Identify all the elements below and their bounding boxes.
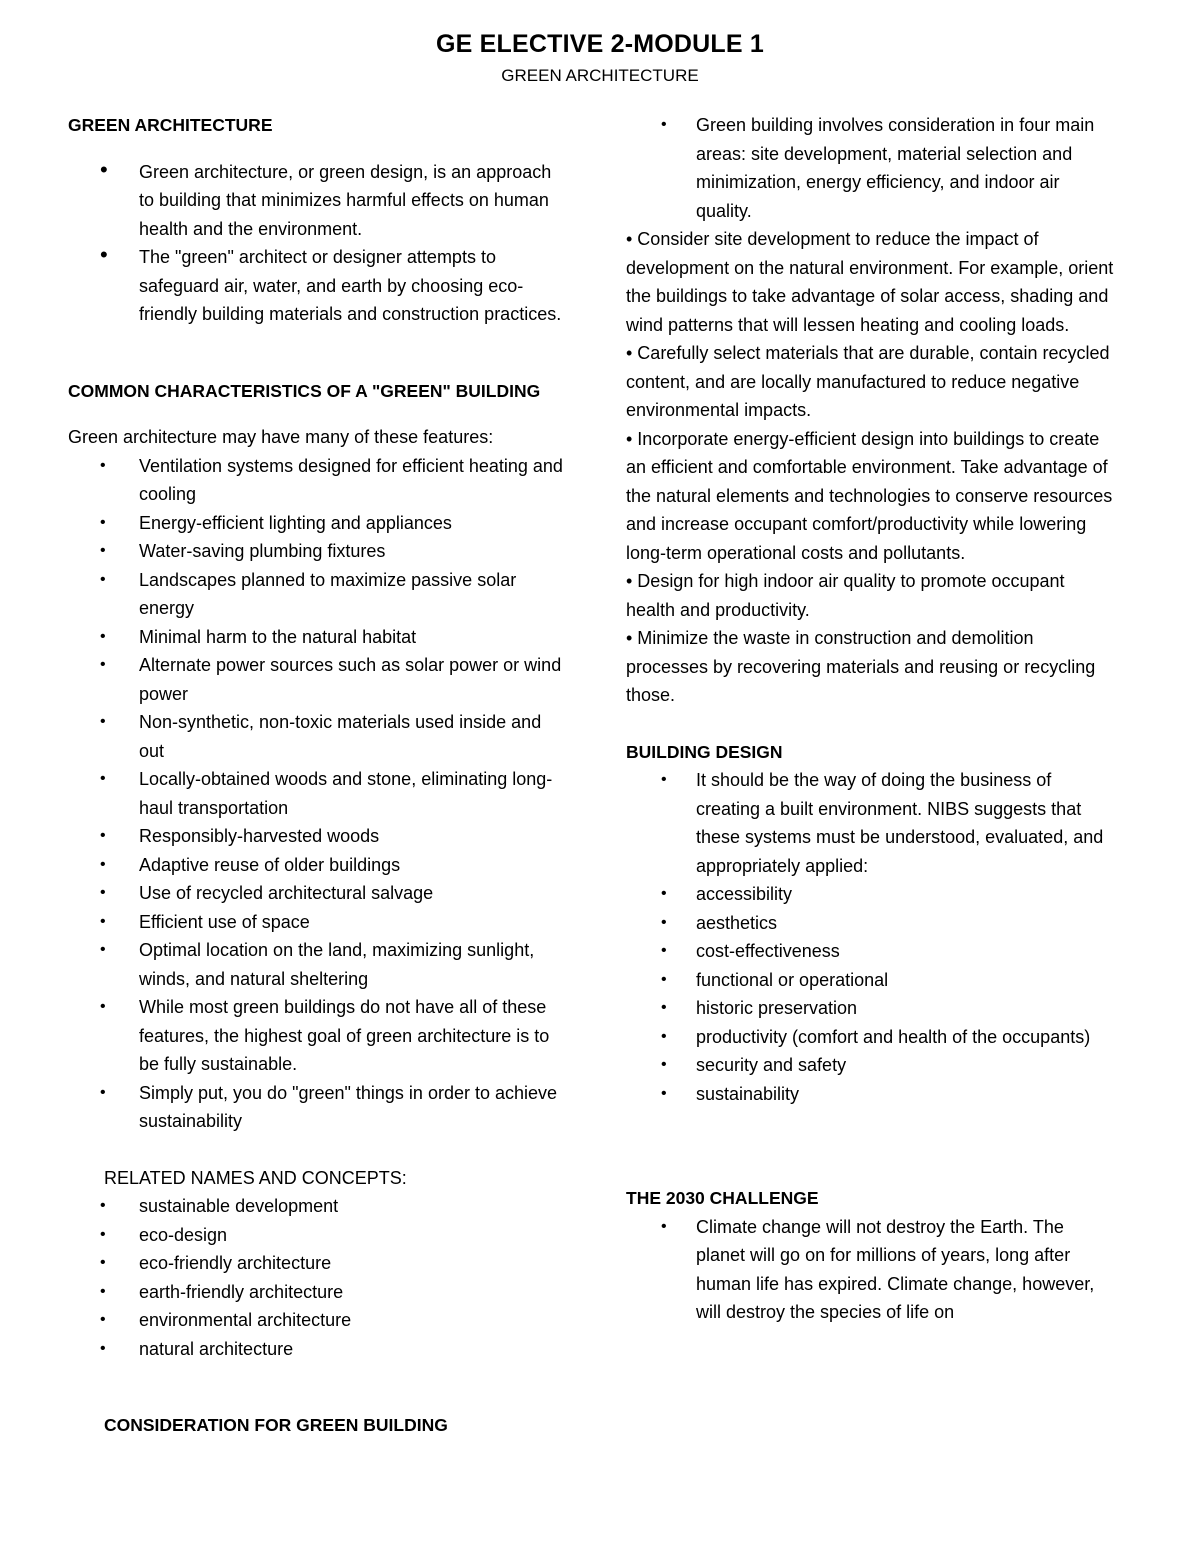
bullet-icon: • (100, 912, 106, 930)
bullet-icon: • (100, 513, 106, 531)
list-item: • Green building involves consideration in four main areas: site development, material selection and minimization, energy efficiency, and indoor air quality. (626, 111, 1116, 225)
section-heading-green-architecture: GREEN ARCHITECTURE (68, 115, 273, 135)
right-column (626, 111, 1116, 1327)
consideration-paragraph: • Incorporate energy-efficient design into buildings to create an efficient and comfortable environment. Take advantage of the natural elements and technologies to conserve resources and increase occupant comfort/productivity while lowering long-term operational costs and pollutants. (626, 428, 1113, 563)
bullet-icon: • (661, 999, 667, 1016)
list-item: • environmental architecture (68, 1306, 568, 1335)
bullet-icon: • (661, 771, 667, 788)
section-heading-building-design: BUILDING DESIGN (626, 741, 783, 762)
bullet-icon: • (661, 1217, 667, 1235)
list-item: • Energy-efficient lighting and appliances (68, 509, 568, 538)
bullet-icon: • (100, 570, 106, 588)
list-item: • functional or operational (626, 966, 1116, 995)
consideration-paragraph: • Design for high indoor air quality to promote occupant health and productivity. (626, 571, 1065, 620)
bullet-icon: • (100, 656, 106, 673)
list-item: • eco-design (68, 1221, 568, 1250)
list-item: • Minimal harm to the natural habitat (68, 623, 568, 652)
list-item: • Ventilation systems designed for efficient heating and cooling (68, 452, 568, 509)
document-subtitle: GREEN ARCHITECTURE (501, 66, 699, 85)
bullet-icon: • (100, 1311, 106, 1328)
list-item: • accessibility (626, 880, 1116, 909)
bullet-icon: • (100, 1282, 106, 1300)
bullet-icon: • (661, 1056, 667, 1073)
related-names-heading: RELATED NAMES AND CONCEPTS: (104, 1167, 407, 1188)
green-architecture-list (68, 158, 568, 329)
list-item: • Simply put, you do "green" things in order to achieve sustainability (68, 1079, 568, 1136)
bullet-icon: • (661, 885, 667, 902)
list-item: • Optimal location on the land, maximizing sunlight, winds, and natural sheltering (68, 936, 568, 993)
bullet-icon: • (661, 116, 667, 133)
list-item: • earth-friendly architecture (68, 1278, 568, 1307)
section-heading-2030-challenge: THE 2030 CHALLENGE (626, 1188, 819, 1208)
bullet-icon: • (100, 242, 108, 267)
list-item: • Adaptive reuse of older buildings (68, 851, 568, 880)
characteristics-list (68, 452, 568, 1136)
list-item: • Green architecture, or green design, is an approach to building that minimizes harmful effects on human health and the environment. (100, 156, 552, 239)
list-item: • Responsibly-harvested woods (68, 822, 568, 851)
bullet-icon: • (100, 542, 106, 559)
list-item: • Non-synthetic, non-toxic materials used inside and out (68, 708, 568, 765)
list-item: • sustainability (626, 1080, 1116, 1109)
bullet-icon: • (100, 770, 106, 787)
list-item: • eco-friendly architecture (68, 1249, 568, 1278)
consideration-paragraph: • Minimize the waste in construction and demolition processes by recovering materials and reusing or recycling those. (626, 628, 1096, 705)
list-item: • Use of recycled architectural salvage (68, 879, 568, 908)
bullet-icon: • (100, 1225, 106, 1243)
section-heading-consideration: CONSIDERATION FOR GREEN BUILDING (104, 1415, 448, 1435)
list-item: • sustainable development (68, 1192, 568, 1221)
challenge-list (626, 1213, 1116, 1327)
list-item: • aesthetics (626, 909, 1116, 938)
bullet-icon: • (100, 855, 106, 873)
list-item: • Efficient use of space (68, 908, 568, 937)
list-item: • Alternate power sources such as solar power or wind power (68, 651, 568, 708)
list-item: • The "green" architect or designer attempts to safeguard air, water, and earth by choosing eco-friendly building materials and construction practices. (100, 242, 562, 324)
building-design-list (626, 766, 1116, 1108)
related-names-list (68, 1192, 568, 1363)
bullet-icon: • (661, 970, 667, 988)
section-heading-common-characteristics: COMMON CHARACTERISTICS OF A "GREEN" BUILDING (68, 380, 541, 401)
left-column (68, 111, 568, 1440)
consideration-paragraph: • Carefully select materials that are durable, contain recycled content, and are locally manufactured to reduce negative environmental impacts. (626, 343, 1110, 420)
consideration-paragraph: • Consider site development to reduce the impact of development on the natural environment. For example, orient the buildings to take advantage of solar access, shading and wind patterns that will lessen heating and cooling loads. (626, 229, 1114, 335)
bullet-icon: • (100, 1083, 106, 1101)
list-item: • Climate change will not destroy the Earth. The planet will go on for millions of years, long after human life has expired. Climate change, however, will destroy the species of life on (626, 1213, 1116, 1327)
bullet-icon: • (661, 1084, 667, 1102)
bullet-icon: • (661, 913, 667, 931)
list-item: • historic preservation (626, 994, 1116, 1023)
bullet-icon: • (100, 456, 106, 474)
list-item: • Landscapes planned to maximize passive solar energy (68, 566, 568, 623)
bullet-icon: • (100, 1197, 106, 1214)
bullet-icon: • (100, 713, 106, 730)
bullet-icon: • (100, 941, 106, 958)
document-title: GE ELECTIVE 2-MODULE 1 (435, 30, 765, 58)
list-item: • productivity (comfort and health of the occupants) (626, 1023, 1116, 1052)
list-item: • Locally-obtained woods and stone, eliminating long-haul transportation (68, 765, 568, 822)
bullet-icon: • (661, 1027, 667, 1045)
bullet-icon: • (100, 156, 108, 182)
bullet-icon: • (100, 627, 106, 645)
bullet-icon: • (661, 942, 667, 959)
bullet-icon: • (100, 998, 106, 1015)
list-item: • natural architecture (68, 1335, 568, 1364)
list-item: • Water-saving plumbing fixtures (68, 537, 568, 566)
characteristics-intro: Green architecture may have many of these features: (68, 427, 494, 447)
list-item: • While most green buildings do not have all of these features, the highest goal of green architecture is to be fully sustainable. (68, 993, 568, 1079)
bullet-icon: • (100, 1339, 106, 1357)
bullet-icon: • (100, 884, 106, 901)
list-item: • security and safety (626, 1051, 1116, 1080)
list-item: • cost-effectiveness (626, 937, 1116, 966)
bullet-icon: • (100, 1254, 106, 1271)
bullet-icon: • (100, 827, 106, 844)
consideration-list (626, 111, 1116, 225)
list-item: • It should be the way of doing the business of creating a built environment. NIBS suggests that these systems must be understood, evaluated, and appropriately applied: (626, 766, 1116, 880)
